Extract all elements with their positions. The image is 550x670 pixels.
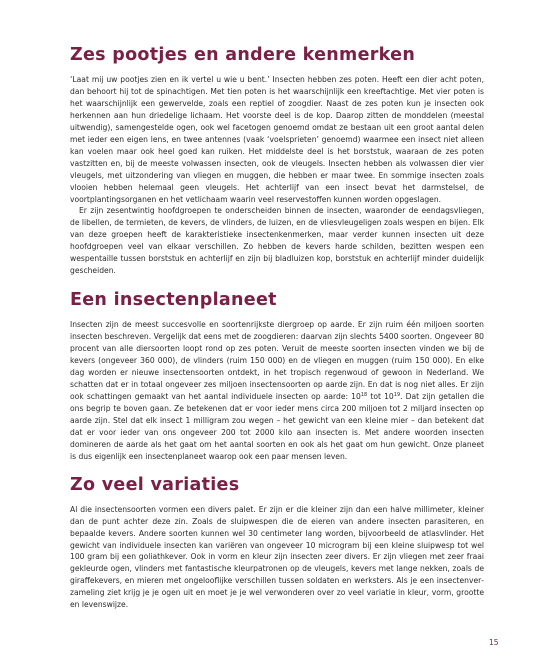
section-heading-variaties: Zo veel variaties xyxy=(70,474,240,495)
text-run: . Dat zijn getallen die ons begrip te boven gaan. Ze betekenen dat er voor ieder mens circa 200 miljoen tot 2 miljard insecten op aarde zijn. Stel dat elk insect 1 milligram zou wegen – het gewicht van een kleine mier – dan betekent dat dat er voor ieder van ons ongeveer 200 tot 2000 kilo aan insecten is. Met andere woorden insecten domineren de aarde als het gaat om het aantal soorten en ook als het gaat om hun gewicht. Onze planeet is dus eigenlijk een insectenplaneet waarop ook een paar mensen leven. xyxy=(70,391,485,461)
text-run: Insecten zijn de meest succesvolle en soortenrijkste diergroep op aarde. Er zijn ruim één miljoen soorten insecten beschreven. Vergelijk dat eens met de zoogdieren: daarvan zijn slechts 5400 soorten. Ongeveer 80 procent van alle diersoorten loopt rond op zes poten. Veruit de meeste soorten insecten vinden we bij de kevers (ongeveer 360 000), de vlinders (ruim 150 000) en de vliegen en muggen (ruim 150 000). En elke dag worden er nieuwe insectensoorten ontdekt, in het tropisch regenwoud of gewoon in Nederland. We schatten dat er in totaal ongeveer zes miljoen insectensoorten op aarde zijn. En dat is nog niet alles. Er zijn ook schattingen gemaakt van het aantal individuele insecten op aarde: 10 xyxy=(70,320,484,401)
paragraph-insectenplaneet xyxy=(70,319,484,462)
exponent: 18 xyxy=(360,391,368,398)
page-number: 15 xyxy=(489,638,499,647)
section-heading-kenmerken: Zes pootjes en andere kenmerken xyxy=(70,45,416,65)
text-column xyxy=(70,0,484,611)
section-heading-insectenplaneet: Een insectenplaneet xyxy=(70,290,277,311)
exponent: 19 xyxy=(393,391,401,398)
paragraph-variaties: Al die insectensoorten vormen een divers palet. Er zijn er die kleiner zijn dan een halve millimeter, kleiner dan de punt achter deze zin. Zoals de sluipwespen die de eieren van andere insecten parasiteren, en bepaalde kevers. Andere soorten kunnen wel 30 centimeter lang worden, bijvoorbeeld de atlasvlinder. Het gewicht van individuele insecten kan variëren van ongeveer 10 microgram bij een kleine sluipwesp tot wel 100 gram bij een goliathkever. Ook in vorm en kleur zijn insecten zeer divers. Er zijn vliegen met zeer fraai gekleurde ogen, vlinders met fantastische kleurpatronen op de vleugels, kevers met lange nekken, zoals de giraffekevers, en mieren met ongelooflijke verschillen tussen soldaten en werksters. Als je een insectenverzameling ziet krijg je je ogen uit en moet je je wel verwonderen over zo veel variatie in kleur, vorm, grootte en levenswijze. xyxy=(70,504,484,610)
paragraph-kenmerken-2: Er zijn zesentwintig hoofdgroepen te onderscheiden binnen de insecten, waaronder de eendagsvliegen, de libellen, de termieten, de kevers, de vlinders, de luizen, en de vliesvleugeligen zoals wespen en bijen. Elk van deze groepen heeft de karakteristieke insectenkenmerken, maar verder kunnen insecten uit deze hoofdgroepen veel van elkaar verschillen. Zo hebben de kevers harde schilden, bezitten wespen een wespentaille tussen borststuk en achterlijf en zijn bij bladluizen kop, borststuk en achterlijf minder duidelijk gescheiden. xyxy=(70,206,484,276)
text-run: tot 10 xyxy=(367,391,394,401)
paragraph-kenmerken-1: ‘Laat mij uw pootjes zien en ik vertel u wie u bent.’ Insecten hebben zes poten. Heeft een dier acht poten, dan behoort hij tot de spinachtigen. Met tien poten is het waarschijnlijk een kreeftachtige. Met vier poten is het waarschijnlijk een gewervelde, zoals een reptiel of zoogdier. Naast de zes poten kun je insecten ook herkennen aan hun driedelige lichaam. Het voorste deel is de kop. Daarop zitten de monddelen (meestal uitwendig), samengestelde ogen, ook wel facetogen genoemd omdat ze bestaan uit een groot aantal delen met ieder een eigen lens, en twee antennes (vaak ‘voelsprieten’ genoemd) waarmee een insect niet alleen kan voelen maar ook heel goed kan ruiken. Het middelste deel is het borststuk, waaraan de zes poten vastzitten en, bij de meeste volwassen insecten, ook de vleugels. Insecten hebben als volwassen dier vier vleugels, met uitzondering van vliegen en muggen, die hebben er maar twee. En sommige insecten zoals vlooien hebben helemaal geen vleugels. Het achterlijf van een insect bevat het darmstelsel, de voortplantingsorganen en het vetlichaam waarin veel reservestoffen kunnen worden opgeslagen. xyxy=(70,75,484,204)
